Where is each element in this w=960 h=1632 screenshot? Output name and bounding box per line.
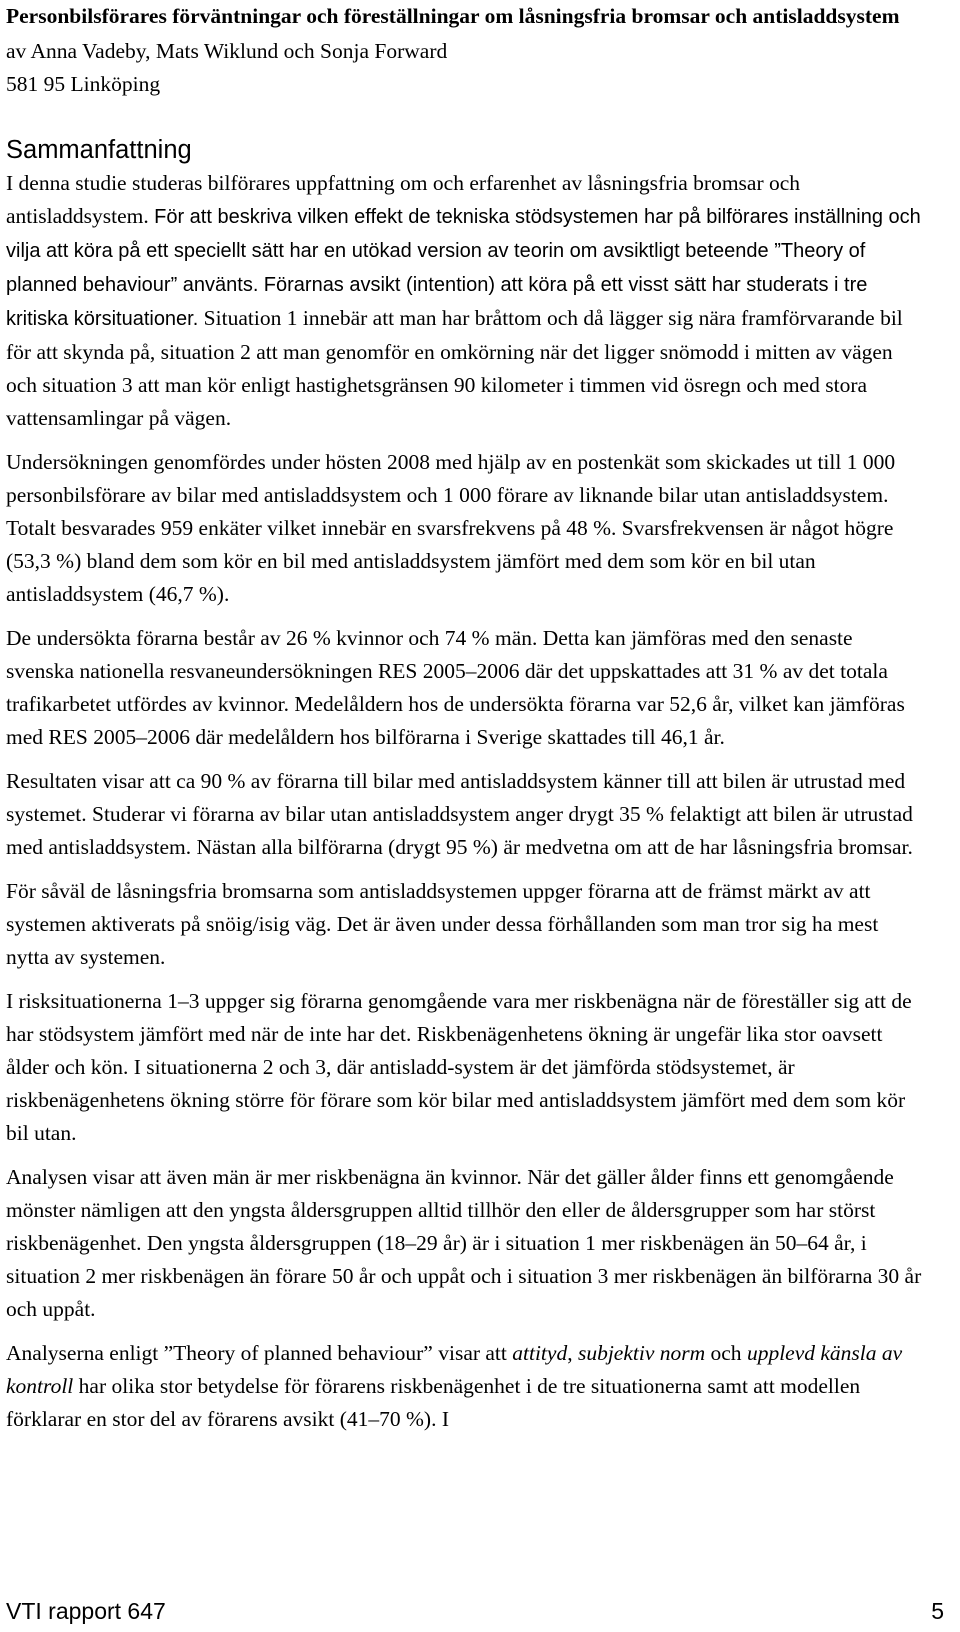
paragraph-tpb-analysis (6, 1337, 926, 1436)
address-line: 581 95 Linköping (6, 72, 161, 96)
tpb-text-start: Analyserna enligt ”Theory of planned behaviour” visar att (6, 1341, 507, 1365)
intro-sentence-3: Förarnas avsikt (intention) att köra på ett visst sätt har studerats i tre kritiska körsituationer. (6, 274, 868, 330)
footer-page-number: 5 (931, 1598, 944, 1624)
tpb-term-perceived-control: upplevd känsla av kontroll (6, 1341, 903, 1398)
tpb-text-end: har olika stor betydelse för förarens riskbenägenhet i de tre situationerna samt att modellen förklarar en stor del av förarens avsikt (41–70 %). I (6, 1374, 861, 1431)
section-heading-summary: Sammanfattning (6, 136, 192, 164)
paragraph-demographics: De undersökta förarna består av 26 % kvinnor och 74 % män. Detta kan jämföras med den senaste svenska nationella resvaneundersökningen RES 2005–2006 där det uppskattades att 31 % av det totala trafikarbetet utfördes av kvinnor. Medelåldern hos de undersökta förarna var 52,6 år, vilket kan jämföras med RES 2005–2006 där medelåldern hos bilförarna i Sverige skattades till 46,1 år. (6, 626, 905, 749)
intro-sentence-1: I denna studie studeras bilförares uppfattning om och erfarenhet av låsningsfria bromsar och antisladdsystem. (6, 171, 801, 228)
tpb-separator-and: och (710, 1341, 742, 1365)
intro-sentence-4: Situation 1 innebär att man har bråttom och då lägger sig nära framförvarande bil för att skynda på, situation 2 att man genomför en omkörning när det ligger snömodd i mitten av vägen och situation 3 att man kör enligt hastighetsgränsen 90 kilometer i timmen vid ösregn och med stora vattensamlingar på vägen. (6, 306, 903, 430)
author-line: av Anna Vadeby, Mats Wiklund och Sonja Forward (6, 39, 448, 63)
footer-report-label: VTI rapport 647 (6, 1598, 166, 1624)
tpb-separator-comma: , (567, 1341, 573, 1365)
paragraph-survey: Undersökningen genomfördes under hösten 2008 med hjälp av en postenkät som skickades ut till 1 000 personbilsförare av bilar med antisladdsystem och 1 000 förare av liknande bilar utan antisladdsystem. Totalt besvarades 959 enkäter vilket innebär en svarsfrekvens på 48 %. Svarsfrekvensen är något högre (53,3 %) bland dem som kör en bil med antisladdsystem jämfört med dem som kör en bil utan antisladdsystem (46,7 %). (6, 450, 896, 606)
paragraph-activation: För såväl de låsningsfria bromsarna som antisladdsystemen uppger förarna att de främst märkt av att systemen aktiverats på snöig/isig väg. Det är även under dessa förhållanden som man tror sig ha mest nytta av systemen. (6, 879, 879, 969)
paragraph-awareness: Resultaten visar att ca 90 % av förarna till bilar med antisladdsystem känner till att bilen är utrustad med systemet. Studerar vi förarna av bilar utan antisladdsystem anger drygt 35 % felaktigt att bilen är utrustad med antisladdsystem. Nästan alla bilförarna (drygt 95 %) är medvetna om att de har låsningsfria bromsar. (6, 769, 913, 859)
tpb-term-subjective-norm: subjektiv norm (577, 1341, 706, 1365)
paragraph-intro (6, 167, 926, 435)
paragraph-gender-age: Analysen visar att även män är mer riskbenägna än kvinnor. När det gäller ålder finns ett genomgående mönster nämligen att den yngsta åldersgruppen alltid tillhör den eller de åldersgrupper som har störst riskbenägenhet. Den yngsta åldersgruppen (18–29 år) är i situation 1 mer riskbenägen än 50–64 år, i situation 2 mer riskbenägen än förare 50 år och uppåt och i situation 3 mer riskbenägen än bilförarna 30 år och uppåt. (6, 1165, 922, 1321)
paragraph-risk-situations: I risksituationerna 1–3 uppger sig förarna genomgående vara mer riskbenägna när de föreställer sig att de har stödsystem jämfört med när de inte har det. Riskbenägenhetens ökning är ungefär lika stor oavsett ålder och kön. I situationerna 2 och 3, där antisladd-system är det jämförda stödsystemet, är riskbenägenhetens ökning större för förare som kör bilar med antisladdsystem jämfört med dem som kör bil utan. (6, 989, 912, 1145)
intro-sentence-2: För att beskriva vilken effekt de tekniska stödsystemen har på bilförares inställning och vilja att köra på ett speciellt sätt har en utökad version av teorin om avsiktligt beteende ”Theory of planned behaviour” använts. (6, 206, 921, 296)
document-title: Personbilsförares förväntningar och föreställningar om låsningsfria bromsar och antisladdsystem (6, 4, 900, 28)
tpb-term-attitude: attityd (512, 1341, 568, 1365)
